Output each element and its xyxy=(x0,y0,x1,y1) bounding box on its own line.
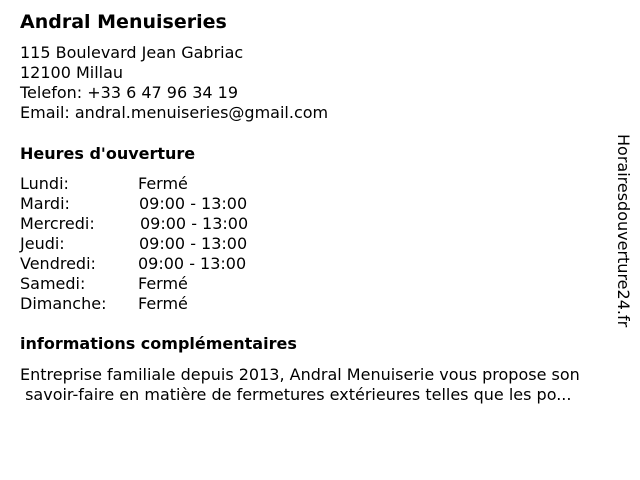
contact-block xyxy=(20,43,328,123)
hours-row-wednesday xyxy=(20,214,320,234)
hours-day-label: Mercredi: xyxy=(20,214,95,233)
business-description xyxy=(20,365,632,405)
hours-day-label: Jeudi: xyxy=(20,234,65,253)
site-watermark: Horairesdouverture24.fr xyxy=(614,134,633,328)
hours-day-label: Vendredi: xyxy=(20,254,96,273)
opening-hours-heading: Heures d'ouverture xyxy=(20,144,196,163)
additional-info-heading: informations complémentaires xyxy=(20,334,297,353)
hours-day-label: Lundi: xyxy=(20,174,69,193)
hours-row-tuesday xyxy=(20,194,320,214)
hours-row-sunday xyxy=(20,294,320,314)
email-address: Email: andral.menuiseries@gmail.com xyxy=(20,103,329,122)
description-line: Entreprise familiale depuis 2013, Andral Menuiserie vous propose son xyxy=(20,365,580,384)
hours-value: 09:00 - 13:00 xyxy=(139,234,248,253)
hours-day-label: Mardi: xyxy=(20,194,70,213)
hours-value: Fermé xyxy=(138,174,188,193)
hours-row-thursday xyxy=(20,234,320,254)
description-line: savoir-faire en matière de fermetures extérieures telles que les po... xyxy=(20,385,572,404)
business-name: Andral Menuiseries xyxy=(20,11,227,33)
hours-day-label: Dimanche: xyxy=(20,294,107,313)
hours-row-friday xyxy=(20,254,320,274)
phone-number: Telefon: +33 6 47 96 34 19 xyxy=(20,83,239,102)
hours-value: 09:00 - 13:00 xyxy=(139,194,248,213)
hours-value: Fermé xyxy=(138,294,188,313)
hours-value: 09:00 - 13:00 xyxy=(138,254,247,273)
opening-hours-table xyxy=(20,174,320,314)
hours-value: 09:00 - 13:00 xyxy=(140,214,249,233)
hours-row-monday xyxy=(20,174,320,194)
hours-day-label: Samedi: xyxy=(20,274,86,293)
address-street: 115 Boulevard Jean Gabriac xyxy=(20,43,244,62)
hours-value: Fermé xyxy=(138,274,188,293)
address-city: 12100 Millau xyxy=(20,63,124,82)
hours-row-saturday xyxy=(20,274,320,294)
